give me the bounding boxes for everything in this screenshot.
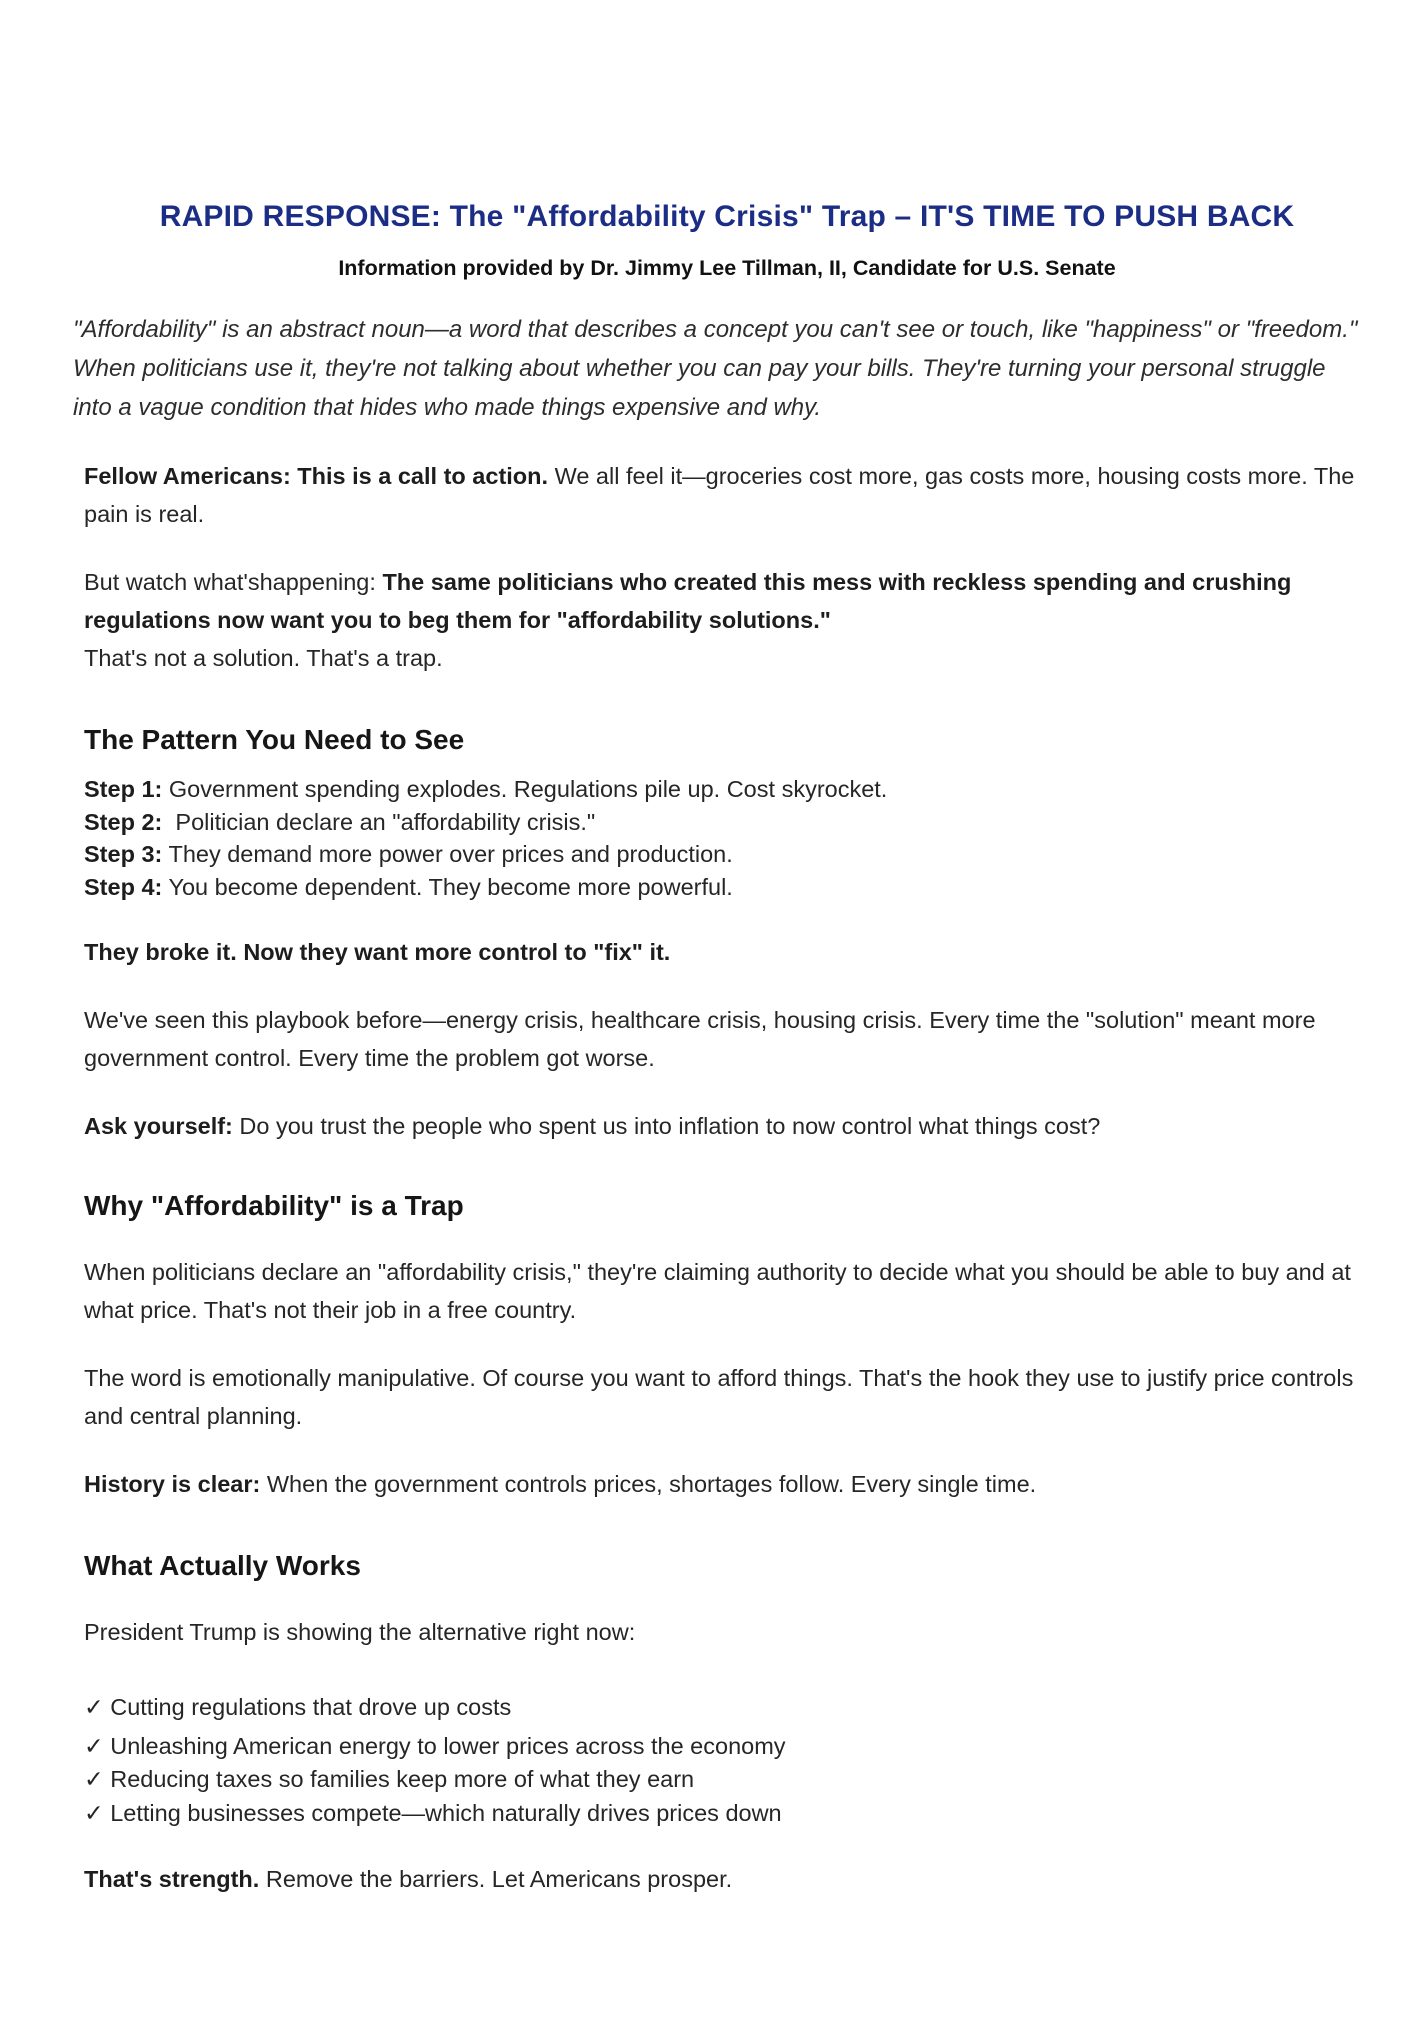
section-heading-pattern: The Pattern You Need to See (84, 724, 465, 755)
check-icon: ✓ (84, 1799, 104, 1826)
step-row-2 (84, 806, 1370, 839)
intro-paragraph: "Affordability" is an abstract noun—a word that describes a concept you can't see or touch, like "happiness" or "freedom." When politicians use it, they're not talking about whether you can pay your bills. They're turning your personal struggle into a vague condition that hides who made things expensive and why. (73, 316, 1365, 421)
step-row-1 (84, 773, 1370, 806)
history-paragraph (84, 1465, 1370, 1503)
broke-bold-text: They broke it. Now they want more control to "fix" it. (84, 939, 671, 965)
check-item-1-text: Cutting regulations that drove up costs (103, 1694, 512, 1720)
playbook-paragraph: We've seen this playbook before—energy crisis, healthcare crisis, housing crisis. Every time the "solution" meant more government control. Every time the problem got worse. (84, 1007, 1323, 1071)
step-2-text: Politician declare an "affordability crisis." (162, 808, 596, 835)
check-icon: ✓ (84, 1766, 104, 1792)
section-heading-works: What Actually Works (84, 1550, 361, 1581)
check-icon: ✓ (84, 1694, 104, 1720)
page-title: RAPID RESPONSE: The "Affordability Crisis" Trap – IT'S TIME TO PUSH BACK (159, 200, 1295, 233)
closing-text: Remove the barriers. Let Americans prosper. (259, 1866, 733, 1892)
page-subtitle: Information provided by Dr. Jimmy Lee Tillman, II, Candidate for U.S. Senate (338, 256, 1116, 280)
check-item-3-text: Reducing taxes so families keep more of what they earn (103, 1766, 695, 1792)
check-item-4 (84, 1797, 1370, 1831)
step-1-label: Step 1: (84, 776, 163, 802)
trap-paragraph-2: The word is emotionally manipulative. Of course you want to afford things. That's the hook they use to justify price controls and central planning. (84, 1365, 1360, 1429)
ask-yourself-paragraph (84, 1107, 1370, 1145)
watch-paragraph (84, 563, 1370, 677)
call-to-action-text: We all feel it—groceries cost more, gas costs more, housing costs more. The pain is real. (84, 463, 1361, 527)
watch-tail: That's not a solution. That's a trap. (84, 645, 443, 671)
closing-statement (84, 1860, 1370, 1898)
step-3-text: They demand more power over prices and production. (162, 841, 733, 867)
step-2-label: Step 2: (84, 808, 163, 835)
check-item-2-text: Unleashing American energy to lower prices across the economy (103, 1732, 786, 1759)
check-item-2 (84, 1730, 1370, 1764)
trap-paragraph-1: When politicians declare an "affordability crisis," they're claiming authority to decide what you should be able to buy and at what price. That's not their job in a free country. (84, 1259, 1358, 1323)
watch-prefix: But watch what'shappening: (84, 569, 383, 595)
steps-list (84, 773, 1370, 903)
check-icon: ✓ (84, 1732, 104, 1759)
step-4-text: You become dependent. They become more powerful. (162, 873, 733, 900)
checklist (84, 1691, 1370, 1830)
history-label: History is clear: (84, 1471, 261, 1497)
ask-yourself-text: Do you trust the people who spent us into inflation to now control what things cost? (232, 1113, 1101, 1139)
call-to-action-paragraph (84, 457, 1370, 533)
history-text: When the government controls prices, shortages follow. Every single time. (260, 1471, 1037, 1497)
check-item-1 (84, 1691, 1370, 1725)
step-1-text: Government spending explodes. Regulations pile up. Cost skyrocket. (162, 776, 888, 802)
closing-bold-text: That's strength. (84, 1866, 260, 1892)
ask-yourself-label: Ask yourself: (84, 1113, 233, 1139)
call-to-action-lead: Fellow Americans: This is a call to action. (84, 463, 549, 489)
step-row-4 (84, 871, 1370, 904)
broke-statement (84, 933, 1370, 971)
step-4-label: Step 4: (84, 873, 163, 900)
check-item-4-text: Letting businesses compete—which naturally drives prices down (103, 1799, 782, 1826)
section-heading-trap: Why "Affordability" is a Trap (84, 1190, 464, 1221)
step-3-label: Step 3: (84, 841, 163, 867)
step-row-3 (84, 838, 1370, 871)
works-intro-paragraph: President Trump is showing the alternative right now: (84, 1619, 636, 1645)
watch-bold-text: The same politicians who created this mess with reckless spending and crushing regulations now want you to beg them for "affordability solutions." (84, 569, 1298, 633)
check-item-3 (84, 1763, 1370, 1797)
